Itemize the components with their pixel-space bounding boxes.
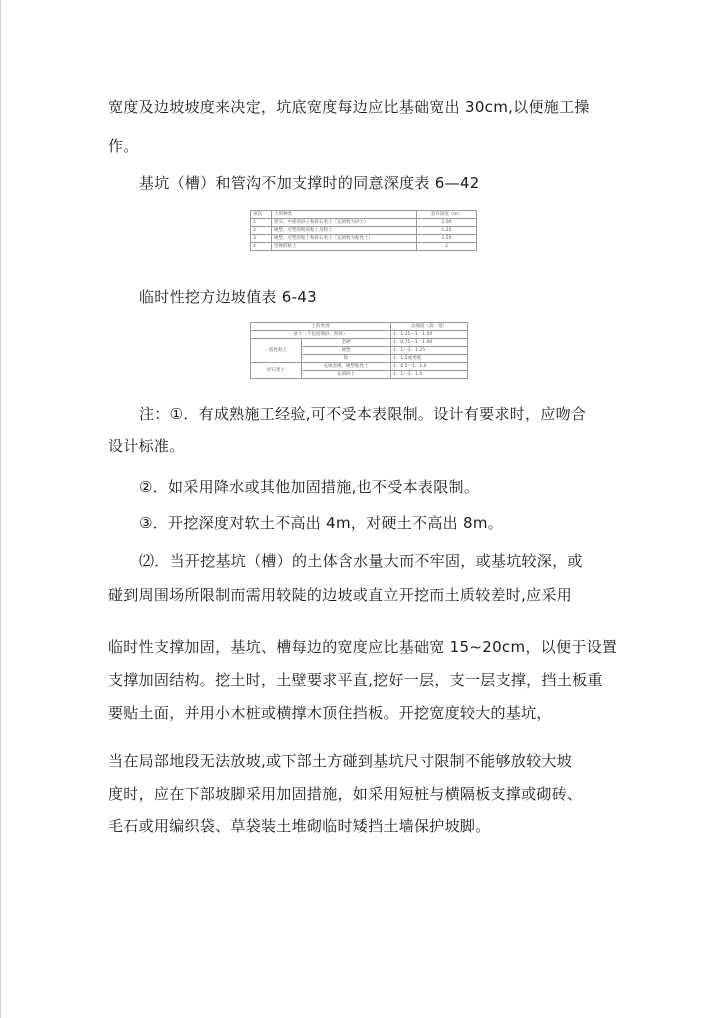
paragraph-3-line-2: 支撑加固结构。挖土时，土壁要求平直,挖好一层，支一层支撑，挡土板重 (108, 671, 603, 689)
note-2: ②．如采用降水或其他加固措施,也不受本表限制。 (139, 478, 480, 496)
table-cell: 1：1～1：1.5 (391, 371, 468, 379)
paragraph-3-line-3: 要贴土面，并用小木桩或横撑木顶住挡板。开挖宽度较大的基坑， (108, 704, 552, 722)
table-cell: 1：1～1：1.25 (391, 347, 468, 355)
table-cell: 3 (251, 235, 272, 243)
table-cell: 硬塑、可塑的粉质粘土及粉土 (272, 227, 417, 235)
note-1-line-2: 设计标准。 (108, 437, 185, 455)
table-6-43 (250, 322, 468, 379)
paragraph-1-line-1: 宽度及边坡坡度来决定，坑底宽度每边应比基础宽出 30cm,以便施工操 (108, 98, 590, 116)
note-1-line-1: 注：①．有成熟施工经验,可不受本表限制。设计有要求时，应吻合 (139, 405, 587, 423)
table-cell: 1：1.5或更缓 (391, 355, 468, 363)
table-row (251, 243, 477, 251)
table-6-43-caption: 临时性挖方边坡值表 6-43 (139, 288, 318, 306)
table-row (251, 227, 477, 235)
table-header-row (251, 323, 468, 331)
paragraph-2-line-2: 碰到周围场所限制而需用较陡的边坡或直立开挖而土质较差时,应采用 (108, 586, 573, 604)
table-cell: 充填砂土 (302, 371, 391, 379)
paragraph-1-line-2: 作。 (108, 137, 139, 155)
table-cell: 坚硬 (302, 339, 391, 347)
table-cell: 坚硬的粘土 (272, 243, 417, 251)
table-cell: 1.25 (417, 227, 477, 235)
page-left-edge (0, 0, 1, 1018)
table-cell: 1.00 (417, 219, 477, 227)
table-cell: 土的类别 (251, 323, 391, 331)
table-header-row (251, 211, 477, 219)
table-6-42 (250, 210, 477, 251)
paragraph-4-line-2: 度时，应在下部坡脚采用加固措施，如采用短桩与横隔板支撑或砌砖、 (108, 785, 583, 803)
table-row (251, 219, 477, 227)
table-row (251, 331, 468, 339)
table-row (251, 363, 468, 371)
table-cell: 软 (302, 355, 391, 363)
table-row (251, 235, 477, 243)
table-cell: 1 (251, 219, 272, 227)
paragraph-3-line-1: 临时性支撑加固，基坑、槽每边的宽度应比基础宽 15~20cm，以便于设置 (108, 638, 618, 656)
table-6-42-caption: 基坑（槽）和管沟不加支撑时的同意深度表 6—42 (139, 174, 480, 192)
table-cell: 2 (251, 227, 272, 235)
table-cell: 碎石类土 (251, 363, 302, 379)
table-cell: 硬塑 (302, 347, 391, 355)
table-cell: 1：1.25～1：1.50 (391, 331, 468, 339)
table-cell: 1：0.75～1：1.00 (391, 339, 468, 347)
table-cell: 充填坚硬、硬塑粘性土 (302, 363, 391, 371)
table-cell: 一般性粘土 (251, 339, 302, 363)
paragraph-4-line-3: 毛石或用编织袋、草袋装土堆砌临时矮挡土墙保护坡脚。 (108, 817, 491, 835)
table-cell: 土的种类 (272, 211, 417, 219)
table-cell: 2 (417, 243, 477, 251)
table-cell: 1.50 (417, 235, 477, 243)
table-cell: 容许深度（m） (417, 211, 477, 219)
table-cell: 硬塑、可塑的粘土和碎石类土（充填物为粘性土） (272, 235, 417, 243)
note-3: ③．开挖深度对软土不高出 4m，对硬土不高出 8m。 (139, 514, 504, 532)
table-row (251, 339, 468, 347)
paragraph-4-line-1: 当在局部地段无法放坡,或下部土方碰到基坑尺寸限制不能够放较大坡 (108, 752, 573, 770)
table-cell: 项次 (251, 211, 272, 219)
table-cell: 4 (251, 243, 272, 251)
paragraph-2-line-1: ⑵．当开挖基坑（槽）的土体含水量大而不牢固，或基坑较深，或 (139, 552, 583, 570)
table-cell: 1：0.5～1：1.0 (391, 363, 468, 371)
table-cell: 边坡值（高：宽） (391, 323, 468, 331)
table-cell: 砂土（不包括细砂、粉砂） (251, 331, 391, 339)
table-cell: 密实、中密的砂子和碎石类土（充填物为砂土） (272, 219, 417, 227)
